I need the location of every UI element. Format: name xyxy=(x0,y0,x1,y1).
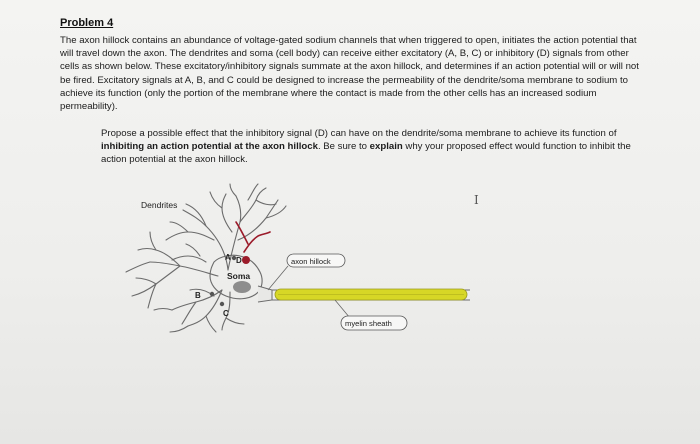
synapse-b-label: B xyxy=(195,291,201,300)
axon-hillock-label: axon hillock xyxy=(291,257,331,266)
myelin-sheath-label: myelin sheath xyxy=(345,319,392,328)
text-cursor-icon: I xyxy=(474,193,479,207)
paragraph-2-bold-explain: explain xyxy=(369,141,403,153)
synapse-d-label: D xyxy=(236,256,242,265)
paragraph-2-bold-inhibiting: inhibiting an action potential at the axon hillock xyxy=(101,141,318,153)
paragraph-2-text-post: why your proposed effect would function to inhibit the action potential at the axon hillock. xyxy=(101,141,631,166)
myelin-sheath-pointer xyxy=(335,300,350,318)
axon xyxy=(258,286,470,302)
problem-title: Problem 4 xyxy=(60,17,114,29)
synapse-c-terminal xyxy=(220,302,224,306)
soma-nucleus xyxy=(233,281,251,293)
synapse-c-label: C xyxy=(223,309,229,318)
dendrites-label: Dendrites xyxy=(141,200,178,210)
paragraph-2-text-pre: Propose a possible effect that the inhibitory signal (D) can have on the dendrite/soma membrane to achieve its function of xyxy=(101,128,617,139)
soma-label: Soma xyxy=(227,271,251,281)
synapse-a-label: A xyxy=(225,253,231,262)
problem-paragraph-1: The axon hillock contains an abundance of voltage-gated sodium channels that when triggered to open, initiates the action potential that will travel down the axon. The dendrites and soma (cell body) can receive either excitatory (A, B, C) or inhibitory (D) signals from other cells as shown below. These excitatory/inhibitory signals summate at the axon hillock, and determines if an action potential will or will not be fired. Excitatory signals at A, B, and C could be designed to increase the permeability of the dendrite/soma membrane to sodium to achieve its function (only the portion of the membrane where the contact is made from the other cells has an increased sodium permeability). xyxy=(60,35,639,113)
synapse-d-terminal xyxy=(242,256,250,264)
axon-hillock-pointer xyxy=(268,266,288,290)
paragraph-2-text-mid: . Be sure to xyxy=(317,141,370,153)
synapse-b-terminal xyxy=(210,292,214,296)
inhibitory-synapse-d xyxy=(236,222,270,252)
